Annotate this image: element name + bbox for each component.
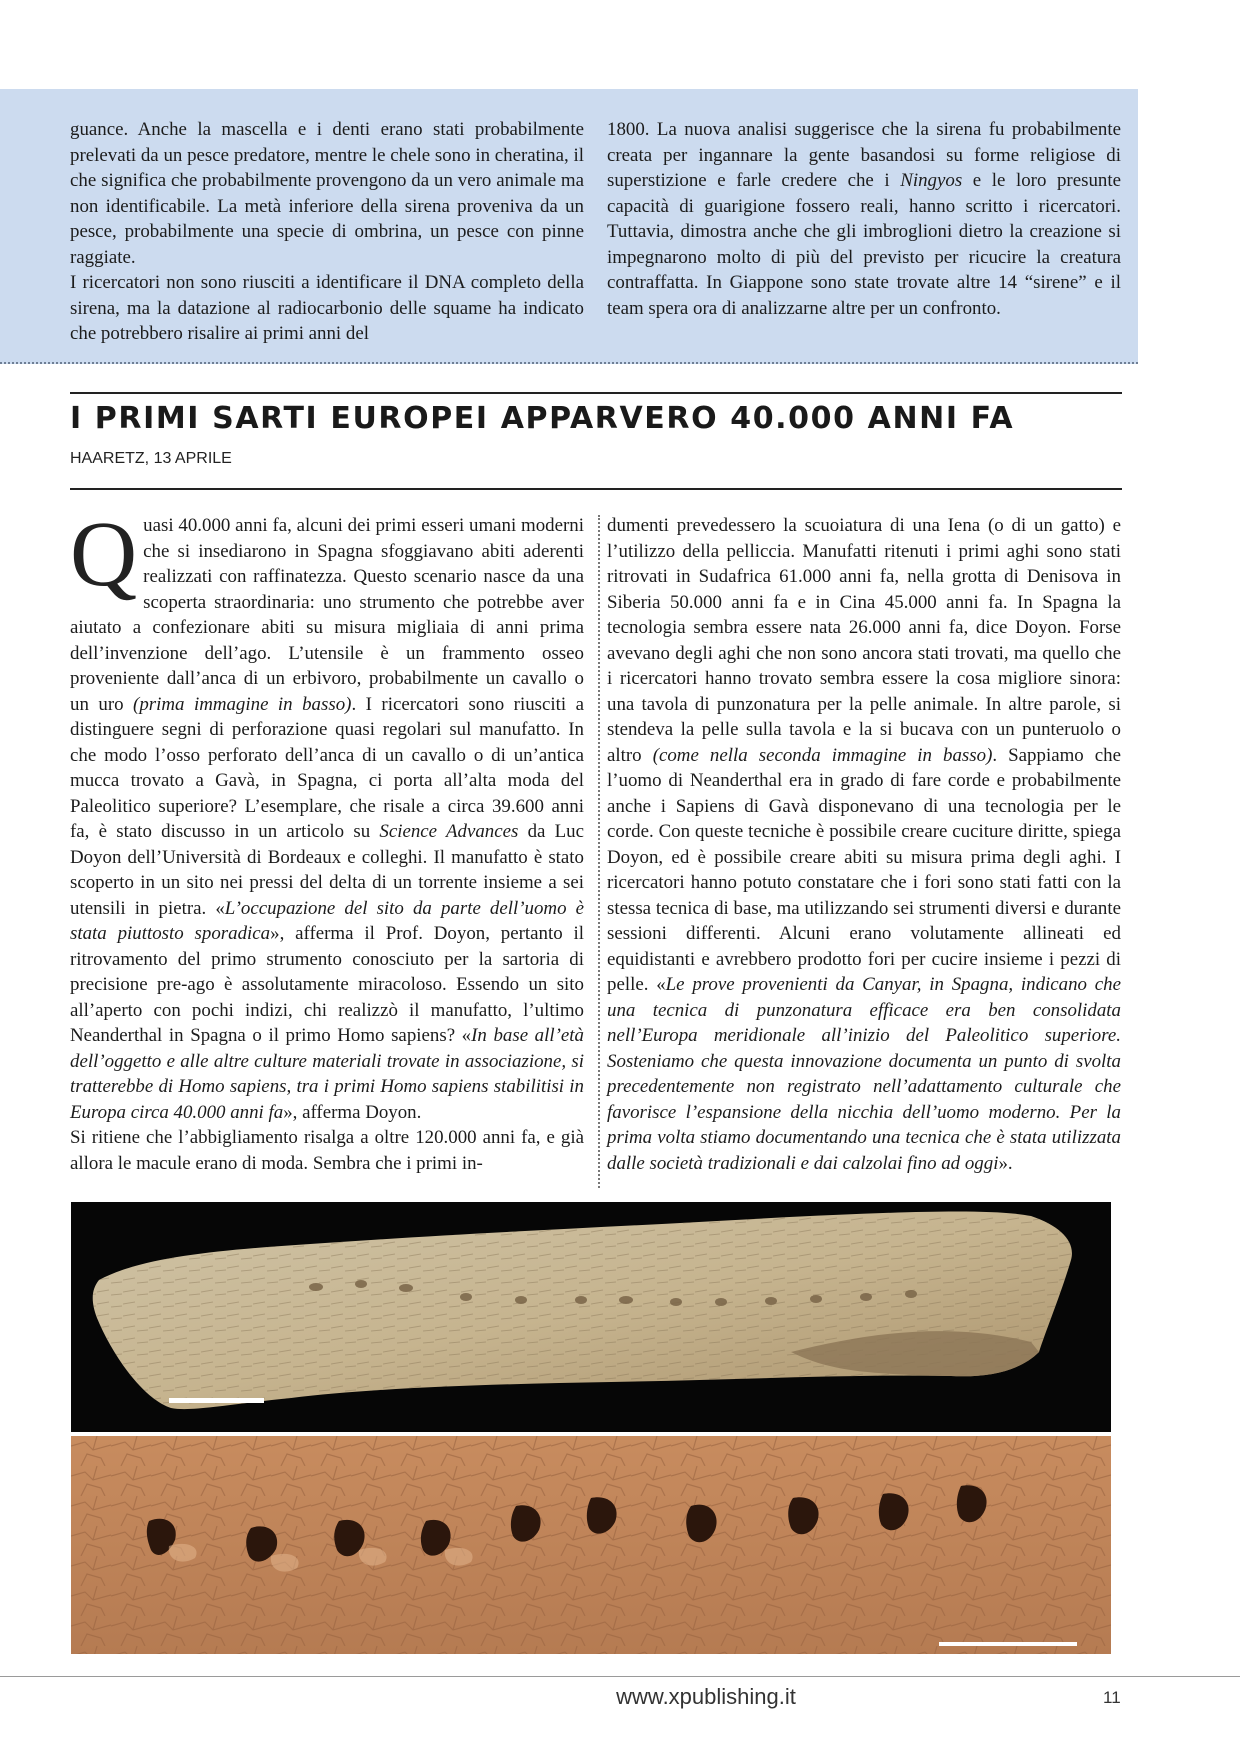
text-run: uasi 40.000 anni fa, alcuni dei primi esseri umani moderni che si insediarono in Spagna sfoggiavano abiti aderenti realizzati con raffinatezza. Questo scenario nasce da una scoperta straordinaria: uno strumento che potrebbe aver aiutato a confezionare abiti su misura migliaia di anni prima dell’invenzione dell’ago. L’utensile è un frammento osseo proveniente dall’anca di un erbivoro, probabilmente un cavallo o un uro: [70, 515, 584, 715]
box-paragraph: [607, 117, 1121, 321]
box-paragraph: guance. Anche la mascella e i denti erano stati probabilmente prelevati da un pesce predatore, mentre le chele sono in cheratina, il che significa che probabilmente provengono da un vero animale ma non identificabile. La metà inferiore della sirena proveniva da un pesce, probabilmente una specie di ombrina, un pesce con pinne raggiate.: [70, 119, 584, 268]
box-paragraph: I ricercatori non sono riusciti a identificare il DNA completo della sirena, ma la datazione al radiocarbonio delle squame ha indicato che potrebbero risalire ai primi anni del: [70, 272, 584, 344]
text-run: », afferma Doyon.: [283, 1101, 422, 1123]
article-column-1: [70, 503, 585, 1176]
top-rule: [70, 392, 1122, 394]
scale-bar: [169, 1398, 264, 1403]
text-run: e le loro presunte capacità di guarigione fossero reali, hanno scritto i ricercatori. Tuttavia, dimostra anche che gli imbroglioni dietro la creazione si impegnarono molto di più del previsto per ricucire la creatura contraffatta. In Giappone sono state trovate altre 14 “sirene” e il team spera ora di analizzarne altre per un confronto.: [607, 170, 1121, 319]
italic-term: Ningyos: [900, 170, 963, 191]
continuation-box: [0, 89, 1138, 364]
drop-cap: Q: [70, 503, 138, 606]
quote: Le prove provenienti da Canyar, in Spagna, indicano che una tecnica di punzonatura efficace era ben consolidata nell’Europa meridionale all’inizio del Paleolitico superiore. Sosteniamo che questa innovazione documenta un punto di svolta precedentemente non registrato nell’adattamento culturale che favorisce l’espansione della nicchia dell’uomo moderno. Per la prima volta stiamo documentando una tecnica che è stata utilizzata dalle società tradizionali e dai calzolai fino ad oggi: [607, 974, 1121, 1174]
punched-hide-closeup-photo: [71, 1436, 1111, 1654]
text-run: da Luc Doyon dell’Università di Bordeaux e colleghi. Il manufatto è stato scoperto in un sito nei pressi del delta di un torrente insieme a sei utensili in pietra. «: [70, 821, 584, 919]
quote: L’occupazione del sito da parte dell’uomo è stata piuttosto sporadica: [70, 897, 584, 944]
box-column-right: [607, 117, 1121, 321]
journal-name: Science Advances: [379, 821, 519, 842]
article-paragraph: [70, 503, 585, 1125]
article-title: I PRIMI SARTI EUROPEI APPARVERO 40.000 ANNI FA: [70, 401, 1015, 436]
text-run: ».: [998, 1152, 1013, 1174]
text-run: . I ricercatori sono riusciti a distinguere segni di perforazione quasi regolari sul manufatto. In che modo l’osso perforato dell’anca di un cavallo o di un’antica mucca trovato a Gavà, in Spagna, ci porta all’alta moda del Paleolitico superiore? L’esemplare, che risale a circa 39.600 anni fa, è stato discusso in un articolo su: [70, 693, 584, 842]
column-separator: [598, 515, 600, 1188]
article-paragraph: Si ritiene che l’abbigliamento risalga a oltre 120.000 anni fa, e già allora le macule erano di moda. Sembra che i primi in-: [70, 1127, 584, 1174]
footer-rule: [0, 1676, 1240, 1677]
text-run: 1800. La nuova analisi suggerisce che la sirena fu probabilmente creata per ingannare la gente basandosi su forme religiose di superstizione e farle credere che i: [607, 119, 1121, 191]
text-run: dumenti prevedessero la scuoiatura di una Iena (o di un gatto) e l’utilizzo della pelliccia. Manufatti ritenuti i primi aghi sono stati ritrovati in Sudafrica 61.000 anni fa, nella grotta di Denisova in Siberia 50.000 anni fa e in Cina 45.000 anni fa. In Spagna la tecnologia sembra essere nata 26.000 anni fa, dice Doyon. Forse avevano degli aghi che non sono ancora stati trovati, ma quello che i ricercatori hanno trovato sembra essere la cosa migliore sinora: una tavola di punzonatura per la pelle animale. In altre parole, si stendeva la pelle sulla tavola e la si bucava con un punteruolo o altro: [607, 515, 1121, 766]
box-column-left: [70, 117, 584, 347]
bone-fragment-photo: [71, 1202, 1111, 1432]
article-paragraph: [607, 513, 1121, 1176]
page-number: 11: [1103, 1688, 1121, 1707]
bottom-rule: [70, 488, 1122, 490]
italic-text: (come nella seconda immagine in basso): [652, 744, 993, 766]
quote: In base all’età dell’oggetto e alle altre culture materiali trovate in associazione, si tratterebbe di Homo sapiens, tra i primi Homo sapiens stabilitisi in Europa circa 40.000 anni fa: [70, 1025, 584, 1123]
scale-bar: [939, 1642, 1077, 1646]
text-run: . Sappiamo che l’uomo di Neanderthal era in grado di fare corde e probabilmente anche i Sapiens di Gavà disponevano di una tecnologia per le corde. Con queste tecniche è possibile creare cuciture diritte, spiega Doyon, ed è possibile creare abiti su misura prima degli aghi. I ricercatori hanno potuto constatare che i fori sono stati fatti con la stessa tecnica di base, ma utilizzando sei strumenti diversi e durante sessioni differenti. Alcuni erano volutamente allineati ed equidistanti e avrebbero prodotto fori per cucire insieme i pezzi di pelle. «: [607, 744, 1121, 995]
footer-website: www.xpublishing.it: [616, 1684, 796, 1709]
article-source: HAARETZ, 13 APRILE: [70, 450, 232, 467]
text-run: », afferma il Prof. Doyon, pertanto il ritrovamento del primo strumento conosciuto per la sartoria di precisione pre-ago è assolutamente miracoloso. Essendo un sito all’aperto con pochi indizi, chi realizzò il manufatto, l’ultimo Neanderthal in Spagna o il primo Homo sapiens? «: [70, 923, 585, 1046]
italic-text: (prima immagine in basso): [133, 693, 352, 715]
article-column-2: [607, 513, 1121, 1176]
